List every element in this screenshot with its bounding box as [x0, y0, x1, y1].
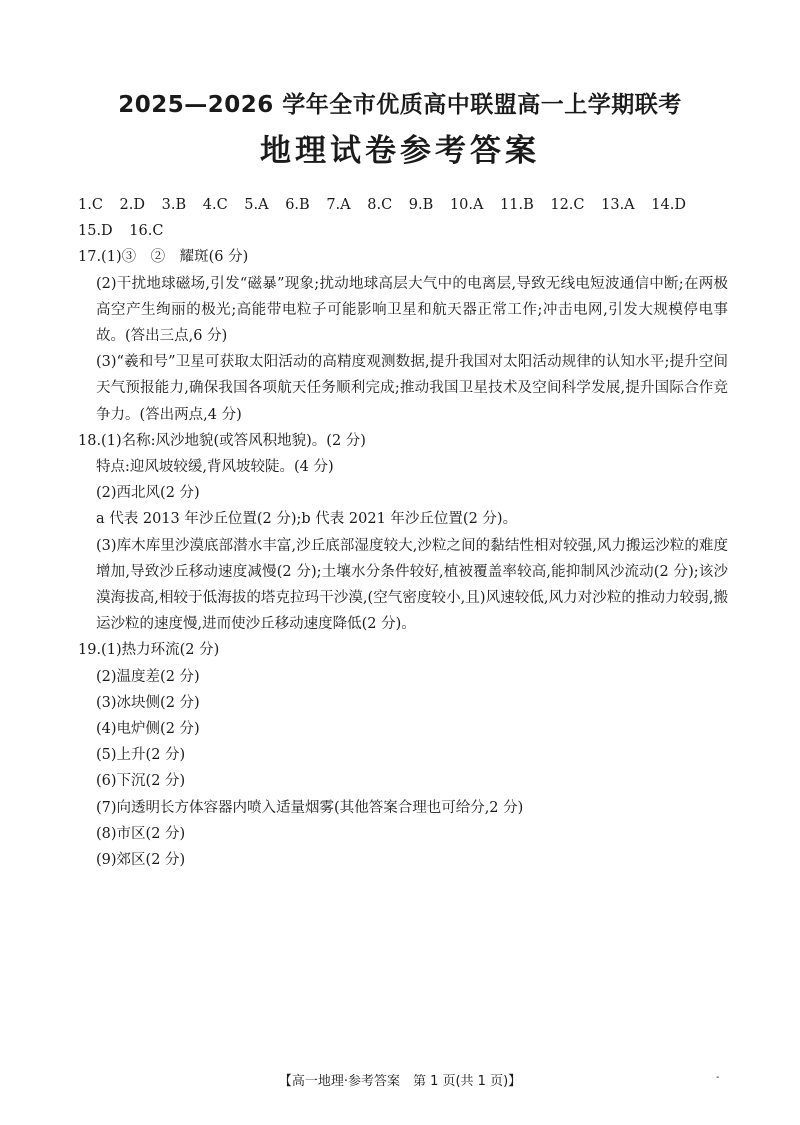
choice-answer: 5.A — [244, 197, 269, 213]
q18-part3: (3)库木库里沙漠底部潜水丰富,沙丘底部湿度较大,沙粒之间的黏结性相对较强,风力搬运沙粒的难度增加,导致沙丘移动速度减慢(2 分);土壤水分条件较好,植被覆盖率较高,能抑制风沙流动(2 分);该沙漠海拔高,相较于低海拔的塔克拉玛干沙漠,(空气密度较小,且)风速较低,风力对沙粒的推动力较弱,搬运沙粒的速度慢,进而使沙丘移动速度降低(2 分)。 — [96, 537, 728, 633]
q18-part2: (2)西北风(2 分) — [96, 485, 200, 502]
q19-part2: (2)温度差(2 分) — [96, 668, 200, 685]
answer-content — [78, 192, 728, 873]
q19-part9: (9)郊区(2 分) — [96, 852, 186, 869]
choice-answer: 2.D — [119, 197, 146, 213]
choice-answer: 15.D — [78, 223, 113, 240]
q17-part3: (3)“羲和号”卫星可获取太阳活动的高精度观测数据,提升我国对太阳活动规律的认知水平;提升空间天气预报能力,确保我国各项航天任务顺利完成;推动我国卫星技术及空间科学发展,提升国际合作竞争力。(答出两点,4 分) — [96, 354, 728, 423]
q19-part6: (6)下沉(2 分) — [96, 773, 186, 790]
exam-title: 2025—2026 学年全市优质高中联盟高一上学期联考 — [118, 92, 682, 118]
q18-positions: a 代表 2013 年沙丘位置(2 分);b 代表 2021 年沙丘位置(2 分)。 — [96, 511, 518, 528]
choice-answer: 4.C — [202, 197, 228, 213]
page-footer: 【高一地理·参考答案 第 1 页(共 1 页)】 — [278, 1074, 522, 1089]
choice-answer: 1.C — [78, 197, 103, 213]
choice-answer: 13.A — [601, 197, 635, 213]
q19-part8: (8)市区(2 分) — [96, 825, 186, 842]
choice-answer: 11.B — [500, 197, 534, 213]
choice-answer: 6.B — [285, 197, 310, 213]
choice-answer: 3.B — [161, 197, 187, 213]
choice-answer: 14.D — [651, 197, 686, 213]
choice-answer: 8.C — [367, 197, 393, 213]
q19-part5: (5)上升(2 分) — [96, 747, 186, 764]
choice-answer: 7.A — [326, 197, 351, 213]
q19-part7: (7)向透明长方体容器内喷入适量烟雾(其他答案合理也可给分,2 分) — [96, 799, 524, 816]
q19-part4: (4)电炉侧(2 分) — [96, 721, 200, 738]
q19-part3: (3)冰块侧(2 分) — [96, 694, 200, 711]
q17-part1: 17.(1)③ ② 耀斑(6 分) — [78, 249, 249, 266]
choice-answers-row-2 — [78, 218, 728, 244]
q19-part1: 19.(1)热力环流(2 分) — [78, 642, 220, 659]
choice-answer: 10.A — [449, 197, 484, 213]
q18-part1: 18.(1)名称:风沙地貌(或答风积地貌)。(2 分) — [78, 432, 366, 449]
choice-answer: 12.C — [550, 197, 585, 213]
choice-answer: 9.B — [408, 197, 434, 213]
subject-title: 地理试卷参考答案 — [260, 133, 540, 169]
corner-mark: - — [716, 1072, 720, 1083]
choice-answer: 16.C — [129, 223, 164, 240]
q18-features: 特点:迎风坡较缓,背风坡较陡。(4 分) — [96, 459, 334, 476]
q17-part2: (2)干扰地球磁场,引发“磁暴”现象;扰动地球高层大气中的电离层,导致无线电短波通信中断;在两极高空产生绚丽的极光;高能带电粒子可能影响卫星和航天器正常工作;冲击电网,引发大规模停电事故。(答出三点,6 分) — [96, 275, 728, 345]
choice-answers-row-1 — [78, 192, 728, 218]
